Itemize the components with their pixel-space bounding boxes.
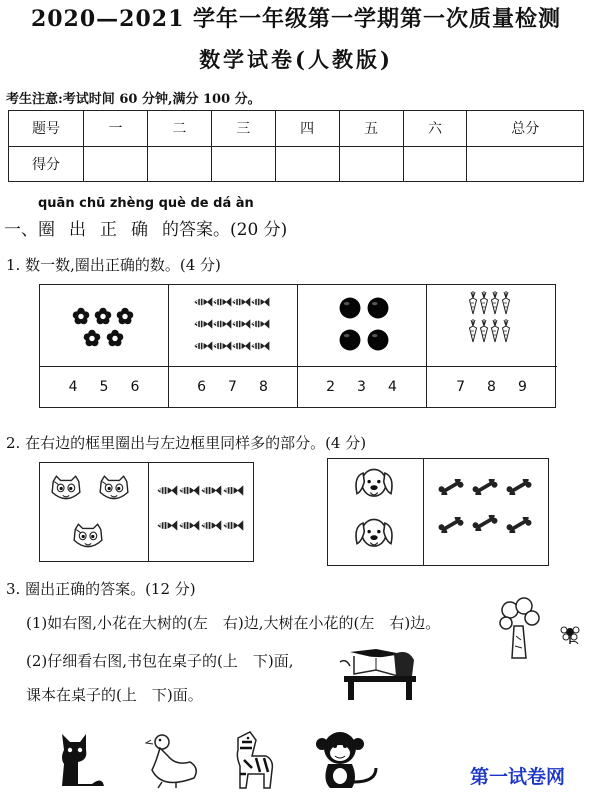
section-1-number: 一、 <box>4 220 38 240</box>
number-option[interactable]: 7 <box>456 379 466 395</box>
q1-options <box>426 366 557 407</box>
section-1-title <box>4 215 287 240</box>
score-cell[interactable] <box>147 146 211 182</box>
ball-icon <box>297 285 426 365</box>
q3-sub1: (1)如右图,小花在大树的(左 右)边,大树在小花的(左 右)边。 <box>26 614 441 632</box>
zebra-icon <box>237 732 272 788</box>
number-option[interactable]: 8 <box>487 379 496 395</box>
number-option[interactable]: 3 <box>357 379 366 395</box>
q1-options <box>297 366 426 407</box>
score-cell[interactable] <box>211 146 275 182</box>
exam-notice: 考生注意:考试时间 60 分钟,满分 100 分。 <box>6 92 261 107</box>
q2-fish-panel <box>148 463 255 561</box>
section-1-pinyin: quān chū zhèng què de dá àn <box>38 196 254 211</box>
number-option[interactable]: 9 <box>517 379 527 395</box>
q3-label: 3. 圈出正确的答案。(12 分) <box>6 580 196 598</box>
fish-icon <box>168 285 297 365</box>
number-option[interactable]: 4 <box>68 379 78 395</box>
q3-sub3: 课本在桌子的(上 下)面。 <box>26 686 203 704</box>
section-1-spaced-words: 圈出正确 <box>38 220 162 240</box>
q1-counting-box <box>39 284 556 408</box>
score-table-score-row <box>9 146 584 182</box>
q2-left-box <box>39 462 254 562</box>
duck-icon <box>146 735 196 788</box>
score-table-header: 二 <box>147 111 211 147</box>
monkey-icon <box>316 732 376 788</box>
animals-row <box>52 726 397 792</box>
q2-right-box <box>327 458 549 566</box>
q1-group-fish <box>168 285 298 407</box>
watermark-text: 第一试卷网 <box>470 766 566 788</box>
number-option[interactable]: 6 <box>197 379 207 395</box>
cat-icon <box>62 734 104 786</box>
score-cell[interactable] <box>403 146 467 182</box>
bone-icon <box>423 459 550 565</box>
q2-label: 2. 在右边的框里圈出与左边框里同样多的部分。(4 分) <box>6 434 367 452</box>
score-row-label: 得分 <box>9 146 84 182</box>
number-option[interactable]: 8 <box>258 379 268 395</box>
tree-and-flower-icon <box>494 596 584 662</box>
desk-books-bag-icon <box>336 646 422 702</box>
number-option[interactable]: 4 <box>387 379 397 395</box>
flower-icon <box>40 285 168 365</box>
score-table-header: 五 <box>339 111 403 147</box>
q1-options <box>40 366 168 407</box>
score-table-header: 题号 <box>9 111 84 147</box>
section-1-rest: 的答案。(20 分) <box>162 220 288 240</box>
number-option[interactable]: 2 <box>326 379 336 395</box>
q2-dogs-panel <box>328 459 424 565</box>
cat-face-icon <box>40 463 148 561</box>
number-option[interactable]: 6 <box>130 379 140 395</box>
score-cell[interactable] <box>339 146 403 182</box>
title-line-1: 2020—2021 学年一年级第一学期第一次质量检测 <box>30 6 562 32</box>
fish-icon <box>148 463 255 561</box>
q1-group-flowers <box>40 285 169 407</box>
q2-bones-panel[interactable] <box>423 459 550 565</box>
q2-cats-panel <box>40 463 149 561</box>
score-cell[interactable] <box>467 146 584 182</box>
q1-options <box>168 366 297 407</box>
score-table-header: 三 <box>211 111 275 147</box>
carrot-icon <box>426 285 557 365</box>
number-option[interactable]: 7 <box>228 379 237 395</box>
number-option[interactable]: 5 <box>99 379 109 395</box>
score-table-header: 六 <box>403 111 467 147</box>
title-line-2: 数学试卷(人教版) <box>199 47 393 72</box>
dog-face-icon <box>328 459 423 565</box>
score-cell[interactable] <box>84 146 148 182</box>
score-cell[interactable] <box>275 146 339 182</box>
q1-label: 1. 数一数,圈出正确的数。(4 分) <box>6 256 221 274</box>
score-table-header: 一 <box>84 111 148 147</box>
score-table <box>8 110 584 182</box>
score-table-header-row <box>9 111 584 147</box>
q3-sub2: (2)仔细看右图,书包在桌子的(上 下)面, <box>26 652 294 670</box>
q1-group-carrots <box>426 285 557 407</box>
score-table-header: 总分 <box>467 111 584 147</box>
score-table-header: 四 <box>275 111 339 147</box>
q1-group-balls <box>297 285 427 407</box>
